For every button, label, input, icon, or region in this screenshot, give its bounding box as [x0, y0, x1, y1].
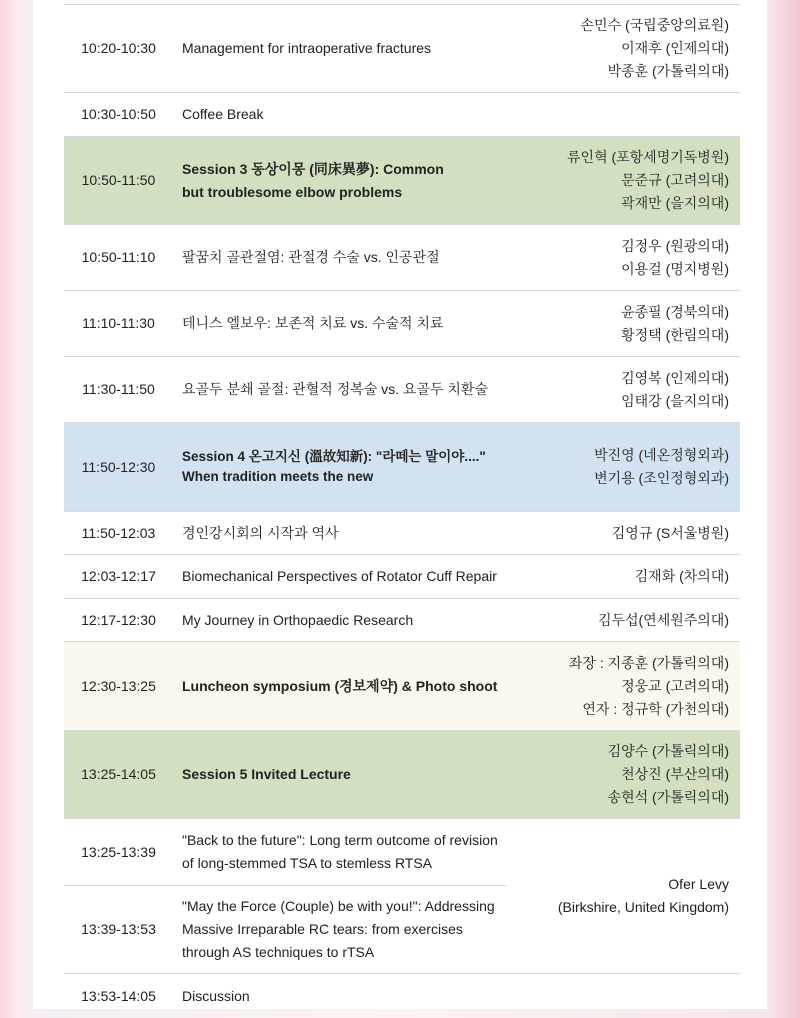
- speaker: 황정택 (한림의대): [621, 326, 729, 343]
- row-title: Biomechanical Perspectives of Rotator Cuff Repair: [182, 568, 497, 584]
- invited-lecture-group: [64, 819, 740, 974]
- row-time: 13:25-13:39: [81, 843, 156, 860]
- table-row: [64, 819, 507, 886]
- speaker: Ofer Levy: [668, 876, 729, 892]
- title-line: of long-stemmed TSA to stemless RTSA: [182, 855, 433, 871]
- row-speakers: [507, 522, 740, 545]
- table-row: [64, 357, 740, 423]
- row-title: 테니스 엘보우: 보존적 치료 vs. 수술적 치료: [182, 315, 444, 331]
- lecture-items: [64, 819, 507, 973]
- table-row: [64, 886, 507, 973]
- speaker: 김영규 (S서울병원): [611, 524, 729, 541]
- title-line: through AS techniques to rTSA: [182, 944, 375, 960]
- row-title: Coffee Break: [182, 106, 264, 122]
- row-title: 팔꿈치 골관절염: 관절경 수술 vs. 인공관절: [182, 249, 440, 265]
- session-row: [64, 423, 740, 512]
- row-time: 13:25-14:05: [81, 766, 156, 782]
- lecture-speaker: [507, 819, 740, 973]
- row-speakers: [507, 740, 740, 809]
- row-time: 11:30-11:50: [82, 381, 155, 397]
- row-title: Discussion: [182, 987, 250, 1004]
- row-time: 10:30-10:50: [81, 106, 156, 122]
- row-time: 10:20-10:30: [81, 40, 156, 56]
- row-title: [173, 895, 507, 964]
- speaker: (Birkshire, United Kingdom): [557, 899, 729, 915]
- row-time: 12:17-12:30: [81, 611, 156, 628]
- program-table: [64, 4, 740, 1018]
- row-title: 경인강시회의 시작과 역사: [182, 524, 339, 541]
- speaker: 손민수 (국립중앙의료원): [580, 17, 729, 33]
- table-row: [64, 5, 740, 93]
- speaker: 김양수 (가톨릭의대): [607, 743, 729, 759]
- speaker: 김정우 (원광의대): [621, 237, 729, 254]
- row-speakers: [507, 301, 740, 347]
- table-row: [64, 225, 740, 291]
- title-line: When tradition meets the new: [182, 469, 374, 484]
- speaker: 정웅교 (고려의대): [621, 677, 729, 694]
- table-row: [64, 512, 740, 555]
- row-title: 요골두 분쇄 골절: 관혈적 정복술 vs. 요골두 치환술: [182, 381, 488, 397]
- speaker: 곽재만 (을지의대): [621, 195, 729, 211]
- session-title: Session 5 Invited Lecture: [182, 766, 351, 782]
- row-title: Management for intraoperative fractures: [182, 40, 432, 56]
- row-time: 10:50-11:10: [81, 249, 156, 265]
- speaker: 천상진 (부산의대): [621, 766, 729, 782]
- title-line: Session 4 온고지신 (溫故知新): "라떼는 말이야....": [182, 449, 486, 464]
- luncheon-row: [64, 642, 740, 731]
- speaker: 박진영 (네온정형외과): [594, 447, 729, 463]
- row-time: 12:30-13:25: [81, 677, 156, 694]
- title-line: Massive Irreparable RC tears: from exercises: [182, 921, 463, 937]
- row-speakers: [507, 565, 740, 588]
- speaker: 변기용 (조인정형외과): [594, 470, 729, 486]
- speaker: 류인혁 (포항세명기독병원): [567, 149, 729, 165]
- speaker: 이용걸 (명지병원): [621, 260, 729, 277]
- table-row: [64, 291, 740, 357]
- row-speakers: [507, 609, 740, 632]
- table-row: [64, 599, 740, 642]
- row-speakers: [507, 652, 740, 721]
- table-row: [64, 974, 740, 1018]
- row-time: 13:53-14:05: [81, 987, 156, 1004]
- session-row: [64, 137, 740, 225]
- session-row: [64, 731, 740, 819]
- row-time: 11:50-12:03: [81, 524, 156, 541]
- speaker: 송현석 (가톨릭의대): [607, 789, 729, 805]
- row-speakers: [507, 235, 740, 281]
- row-speakers: [507, 14, 740, 83]
- speaker: 김재화 (차의대): [634, 568, 729, 584]
- title-line: "Back to the future": Long term outcome of revision: [182, 832, 498, 848]
- row-time: 11:10-11:30: [82, 315, 155, 331]
- speaker: 연자 : 정규학 (가천의대): [582, 700, 729, 717]
- speaker: 김영복 (인제의대): [621, 369, 729, 386]
- row-title: Luncheon symposium (경보제약) & Photo shoot: [182, 677, 498, 694]
- title-line: but troublesome elbow problems: [182, 183, 403, 200]
- speaker: 윤종필 (경북의대): [621, 303, 729, 320]
- row-time: 12:03-12:17: [81, 568, 156, 584]
- speaker: 이재후 (인제의대): [621, 40, 729, 56]
- speaker: 김두섭(연세원주의대): [597, 611, 729, 628]
- title-line: Session 3 동상이몽 (同床異夢): Common: [182, 160, 444, 177]
- title-line: "May the Force (Couple) be with you!": Addressing: [182, 898, 495, 914]
- row-speakers: [507, 444, 740, 490]
- row-time: 13:39-13:53: [81, 921, 156, 937]
- row-time: 10:50-11:50: [81, 172, 156, 188]
- speaker: 좌장 : 지종훈 (가톨릭의대): [568, 654, 729, 671]
- program-card: [33, 0, 767, 1009]
- row-speakers: [507, 367, 740, 413]
- speaker: 임태강 (을지의대): [621, 392, 729, 409]
- table-row: [64, 555, 740, 599]
- speaker: 문준규 (고려의대): [621, 172, 729, 188]
- row-title: [173, 829, 507, 875]
- table-row: [64, 93, 740, 137]
- session-title: [173, 158, 507, 204]
- row-time: 11:50-12:30: [81, 458, 156, 475]
- session-title: [173, 447, 507, 487]
- speaker: 박종훈 (가톨릭의대): [607, 63, 729, 79]
- row-title: My Journey in Orthopaedic Research: [182, 611, 414, 628]
- row-speakers: [507, 146, 740, 215]
